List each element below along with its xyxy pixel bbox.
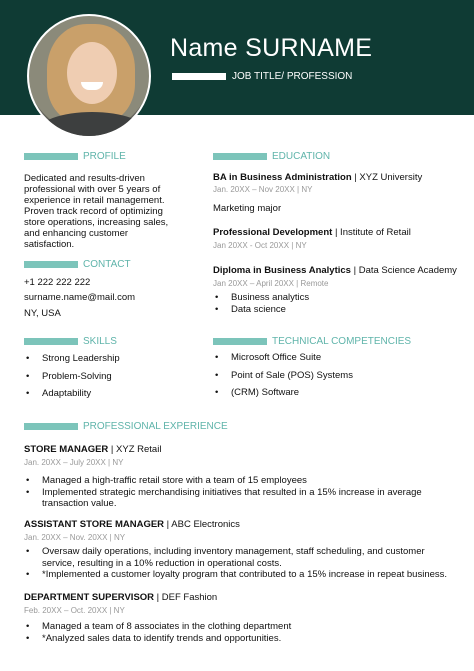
- list-item: • Point of Sale (POS) Systems: [213, 370, 463, 382]
- list-item: • Managed a high-traffic retail store with a team of 15 employees: [24, 475, 429, 487]
- section-accent-bar: [213, 153, 267, 160]
- job-title: JOB TITLE/ PROFESSION: [232, 71, 353, 82]
- education-entry-dates: Jan 20XX – April 20XX | Remote: [213, 279, 329, 288]
- list-item: • Business analytics: [213, 292, 463, 304]
- education-heading: EDUCATION: [213, 151, 463, 163]
- job-title-line: ASSISTANT STORE MANAGER | ABC Electronics: [24, 519, 240, 530]
- section-accent-bar: [24, 338, 78, 345]
- list-item: • *Analyzed sales data to identify trends and opportunities.: [24, 633, 454, 645]
- contact-heading: CONTACT: [24, 259, 204, 271]
- list-item: • Managed a team of 8 associates in the clothing department: [24, 621, 454, 633]
- list-item: • Microsoft Office Suite: [213, 352, 463, 364]
- contact-location: NY, USA: [24, 308, 61, 319]
- education-entry-dates: Jan 20XX - Oct 20XX | NY: [213, 241, 307, 250]
- job-dates: Jan. 20XX – July 20XX | NY: [24, 458, 124, 467]
- list-item: • Implemented strategic merchandising initiatives that resulted in a 15% increase in average transaction value.: [24, 487, 429, 510]
- section-accent-bar: [24, 261, 78, 268]
- experience-heading: PROFESSIONAL EXPERIENCE: [24, 421, 454, 433]
- technical-list: [213, 352, 463, 399]
- job-title-line: DEPARTMENT SUPERVISOR | DEF Fashion: [24, 592, 218, 603]
- education-entry-title: Professional Development | Institute of Retail: [213, 227, 411, 238]
- job-title-line: STORE MANAGER | XYZ Retail: [24, 444, 162, 455]
- job-dates: Jan. 20XX – Nov. 20XX | NY: [24, 533, 126, 542]
- job-bullets: [24, 475, 429, 510]
- education-entry-title: BA in Business Administration | XYZ University: [213, 172, 423, 183]
- profile-photo: [27, 14, 151, 138]
- job-bullets: [24, 621, 454, 644]
- skills-heading: SKILLS: [24, 336, 204, 348]
- profile-heading: PROFILE: [24, 151, 204, 163]
- list-item: • Oversaw daily operations, including inventory management, staff scheduling, and customer service, resulting in a 10% reduction in operational costs.: [24, 546, 454, 569]
- education-entry-bullets: [213, 292, 463, 315]
- education-entry-dates: Jan. 20XX – Nov 20XX | NY: [213, 185, 313, 194]
- list-item: • *Implemented a customer loyalty program that contributed to a 15% increase in repeat business.: [24, 569, 454, 581]
- list-item: • Strong Leadership: [24, 353, 204, 365]
- list-item: • Problem-Solving: [24, 371, 204, 383]
- section-accent-bar: [213, 338, 267, 345]
- list-item: • Adaptability: [24, 388, 204, 400]
- job-bullets: [24, 546, 454, 581]
- education-entry-title: Diploma in Business Analytics | Data Science Academy: [213, 265, 457, 276]
- contact-phone: +1 222 222 222: [24, 277, 91, 288]
- list-item: • (CRM) Software: [213, 387, 463, 399]
- education-entry-note: Marketing major: [213, 203, 282, 214]
- skills-list: [24, 353, 204, 400]
- profile-summary: Dedicated and results-driven professional with over 5 years of experience in retail management. Proven track record of optimizing store operations, increasing sales, and enhancing customer satisfaction.: [24, 173, 169, 250]
- section-accent-bar: [24, 423, 78, 430]
- job-dates: Feb. 20XX – Oct. 20XX | NY: [24, 606, 125, 615]
- contact-email[interactable]: surname.name@mail.com: [24, 292, 136, 303]
- section-accent-bar: [24, 153, 78, 160]
- person-name: Name SURNAME: [170, 34, 373, 62]
- technical-heading: TECHNICAL COMPETENCIES: [213, 336, 463, 348]
- title-accent-bar: [172, 73, 226, 80]
- list-item: • Data science: [213, 304, 463, 316]
